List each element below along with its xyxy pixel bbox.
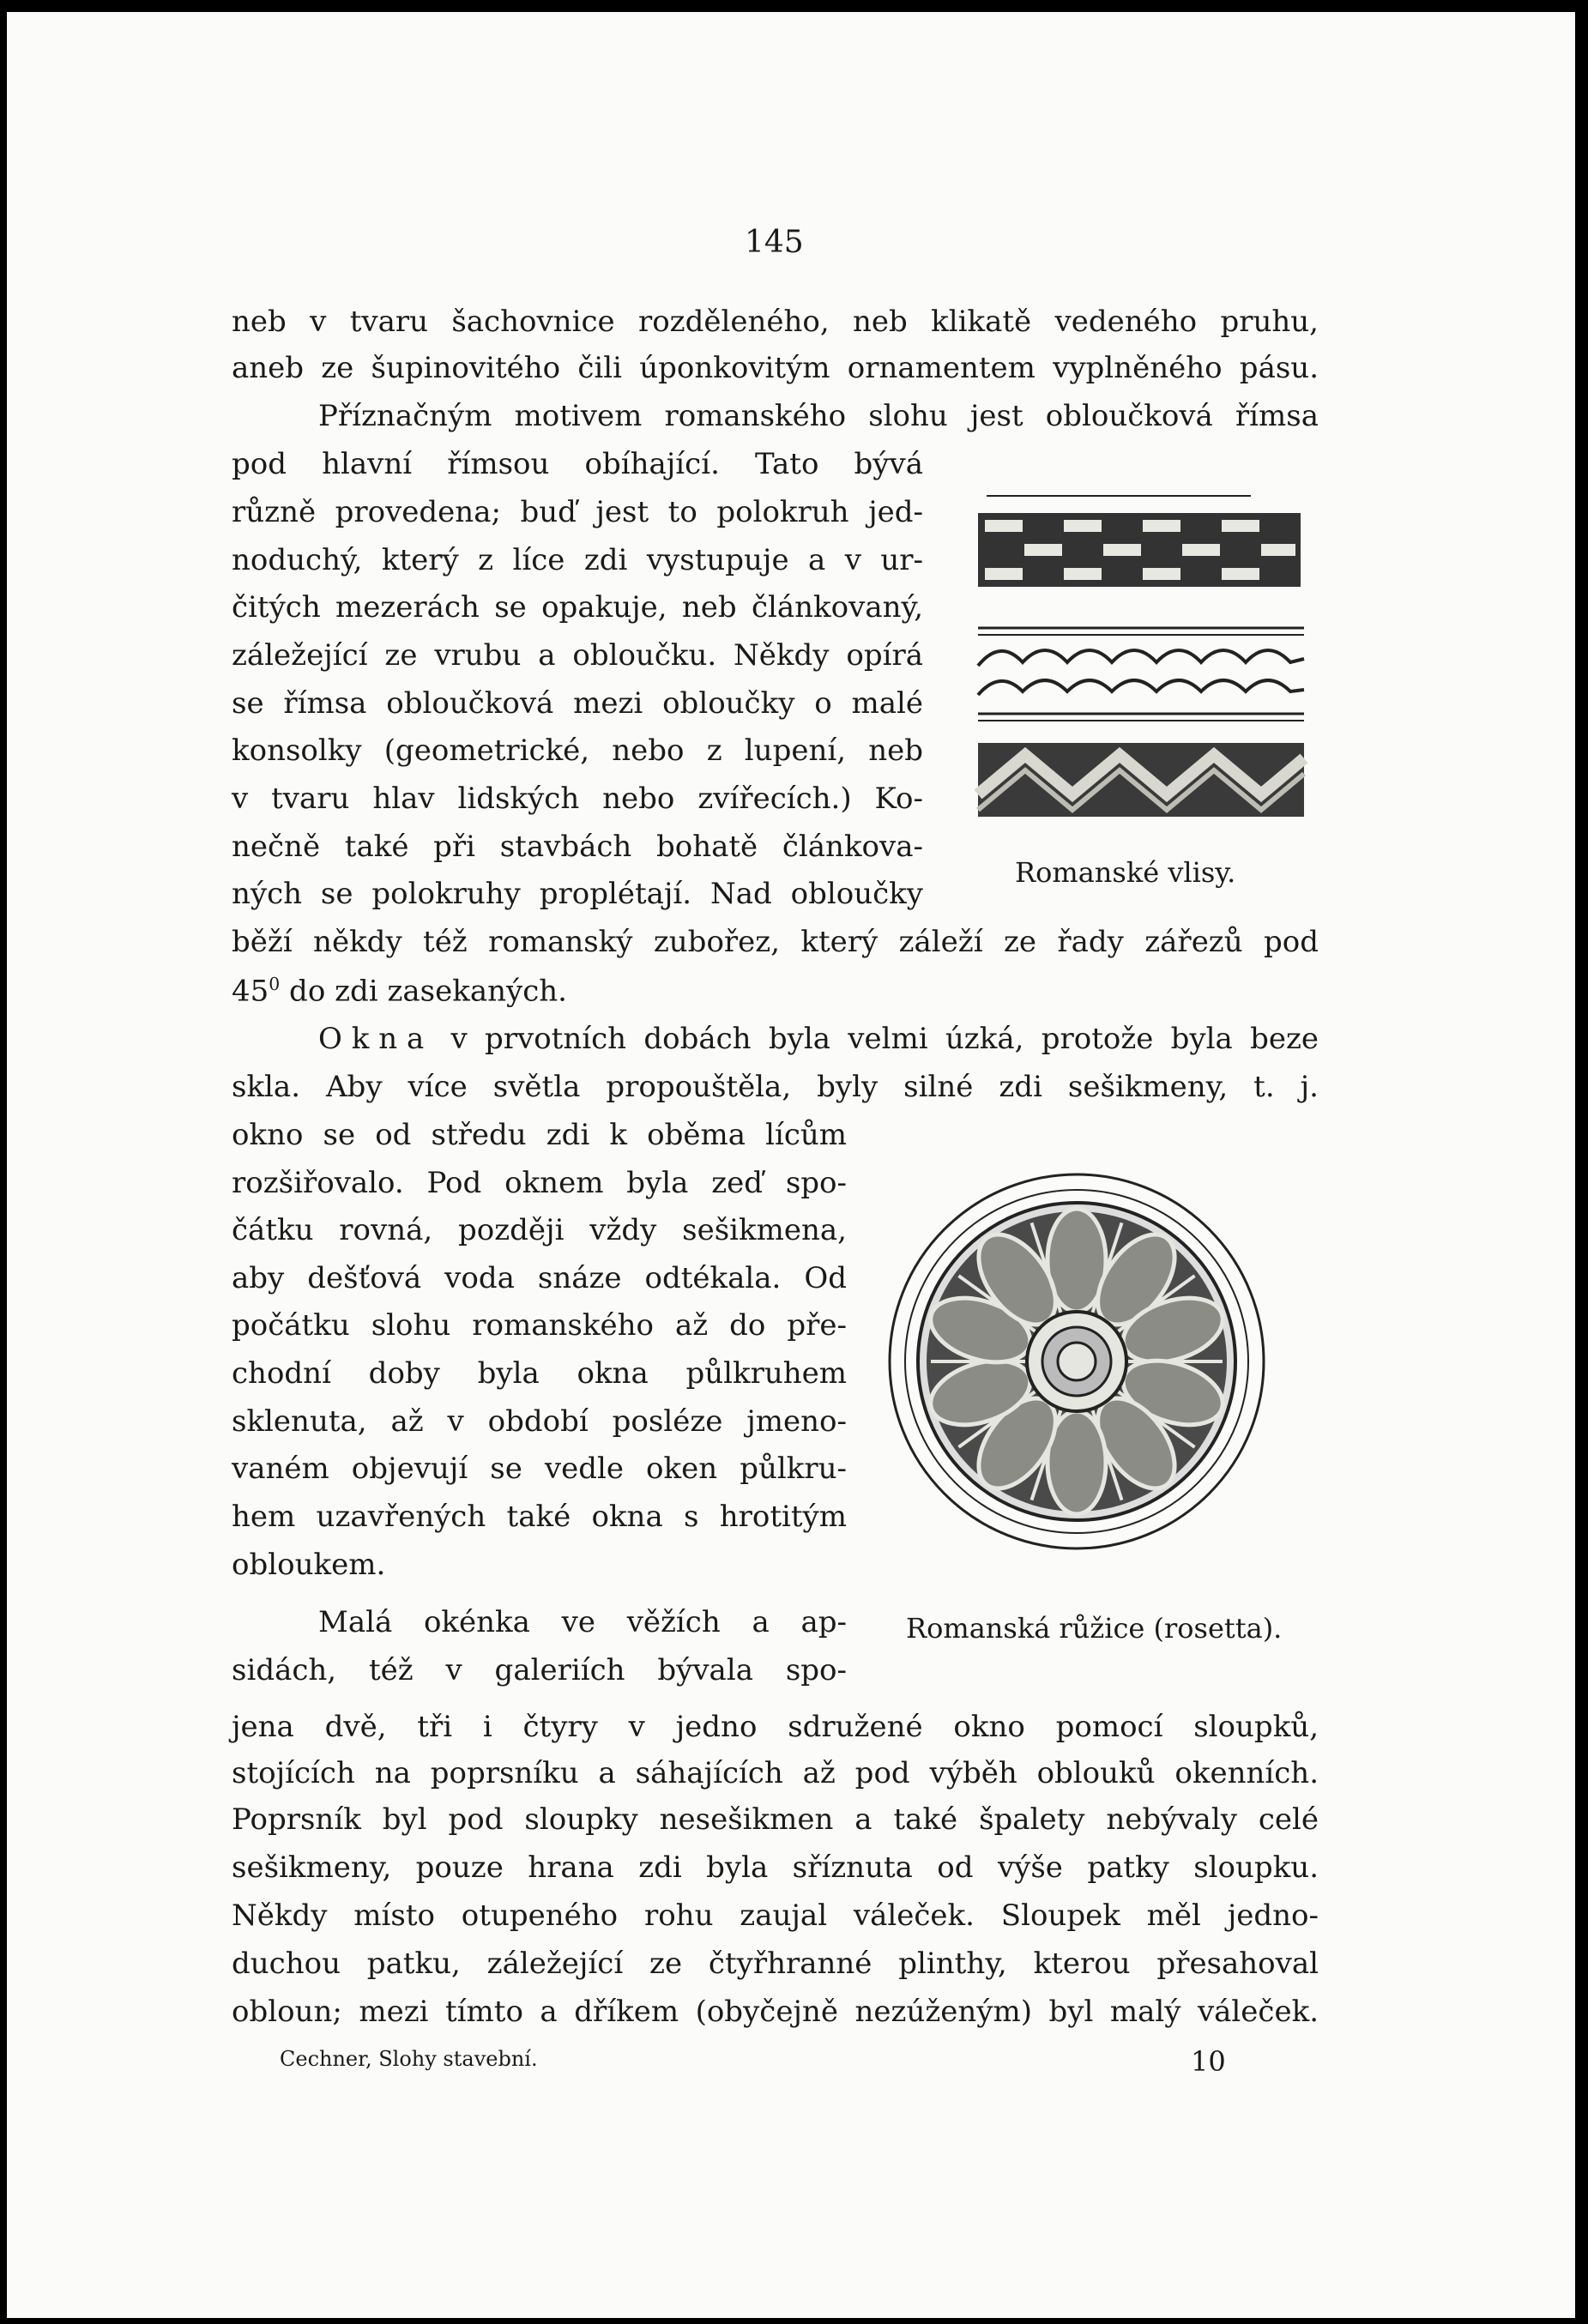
text-line [232, 974, 567, 1009]
text-line: Příznačným motivem romanského slohu jest obloučková římsa [318, 399, 1319, 433]
text-line: rozšiřovalo. Pod oknem byla zeď spo- [232, 1166, 847, 1200]
signature-mark: 10 [1191, 2045, 1226, 2078]
text-line: pod hlavní římsou obíhající. Tato bývá [232, 447, 923, 481]
text-line: sklenuta, až v období posléze jmeno- [232, 1404, 847, 1439]
text-line: čátku rovná, později vždy sešikmena, [232, 1213, 847, 1247]
text-line: se římsa obloučková mezi obloučky o malé [232, 686, 923, 721]
text-line: aneb ze šupinovitého čili úponkovitým ornamentem vyplněného pásu. [232, 351, 1319, 385]
text-line: duchou patku, záležející ze čtyřhranné plinthy, kterou přesahoval [232, 1947, 1319, 1981]
text-fragment: v prvotních dobách byla velmi úzká, protože byla beze [433, 1022, 1319, 1056]
text-line: čitých mezerách se opakuje, neb článkovaný, [232, 590, 923, 625]
checkerboard-frieze [978, 513, 1301, 587]
text-line: sešikmeny, pouze hrana zdi byla sříznuta od výše patky sloupku. [232, 1850, 1319, 1885]
text-line: jena dvě, tři i čtyry v jedno sdružené okno pomocí sloupků, [232, 1710, 1319, 1744]
book-page [7, 12, 1575, 2318]
text-line: skla. Aby více světla propouštěla, byly silné zdi sešikmeny, t. j. [232, 1070, 1319, 1104]
page-number: 145 [745, 225, 804, 260]
degree-number: 45 [232, 974, 269, 1009]
rosette-figure [884, 1168, 1270, 1554]
arched-frieze [978, 628, 1304, 721]
footer-author: Cechner, Slohy stavební. [280, 2047, 538, 2071]
zigzag-frieze [978, 743, 1304, 817]
text-line: nečně také při stavbách bohatě článkova- [232, 830, 923, 864]
text-line: různě provedena; buď jest to polokruh jed- [232, 495, 923, 529]
text-line: okno se od středu zdi k oběma lícům [232, 1118, 847, 1152]
text-line: stojících na poprsníku a sáhajících až pod výběh oblouků okenních. [232, 1756, 1319, 1790]
text-line: noduchý, který z líce zdi vystupuje a v ur- [232, 543, 923, 577]
text-line: Poprsník byl pod sloupky nesešikmen a také špalety nebývaly celé [232, 1802, 1319, 1837]
text-line: Malá okénka ve věžích a ap- [318, 1605, 847, 1639]
text-line: chodní doby byla okna půlkruhem [232, 1356, 847, 1391]
rosette-boss [1058, 1343, 1096, 1380]
text-line: vaném objevují se vedle oken půlkru- [232, 1452, 847, 1486]
text-line: hem uzavřených také okna s hrotitým [232, 1500, 847, 1534]
text-line: počátku slohu romanského až do pře- [232, 1308, 847, 1343]
text-line: běží někdy též romanský zubořez, který záleží ze řady zářezů pod [232, 925, 1319, 959]
text-line [318, 1022, 1319, 1056]
text-line: ných se polokruhy proplétají. Nad obloučky [232, 877, 923, 911]
spaced-word: Okna [318, 1022, 434, 1056]
text-line: obloun; mezi tímto a dříkem (obyčejně nezúženým) byl malý váleček. [232, 1995, 1319, 2029]
text-line: v tvaru hlav lidských nebo zvířecích.) Ko- [232, 782, 923, 816]
text-line: záležející ze vrubu a obloučku. Někdy opírá [232, 638, 923, 673]
frieze-caption: Romanské vlisy. [1015, 856, 1236, 889]
text-fragment: do zdi zasekaných. [280, 974, 567, 1009]
text-line: aby dešťová voda snáze odtékala. Od [232, 1261, 847, 1295]
text-line: Někdy místo otupeného rohu zaujal váleček. Sloupek měl jedno- [232, 1898, 1319, 1933]
text-line: sidách, též v galeriích bývala spo- [232, 1653, 847, 1687]
text-line: neb v tvaru šachovnice rozděleného, neb klikatě vedeného pruhu, [232, 305, 1319, 339]
text-line: konsolky (geometrické, nebo z lupení, neb [232, 733, 923, 768]
degree-sign: 0 [269, 974, 281, 994]
text-line: obloukem. [232, 1548, 386, 1582]
rosette-caption: Romanská růžice (rosetta). [906, 1612, 1283, 1645]
frieze-figure [968, 475, 1311, 844]
